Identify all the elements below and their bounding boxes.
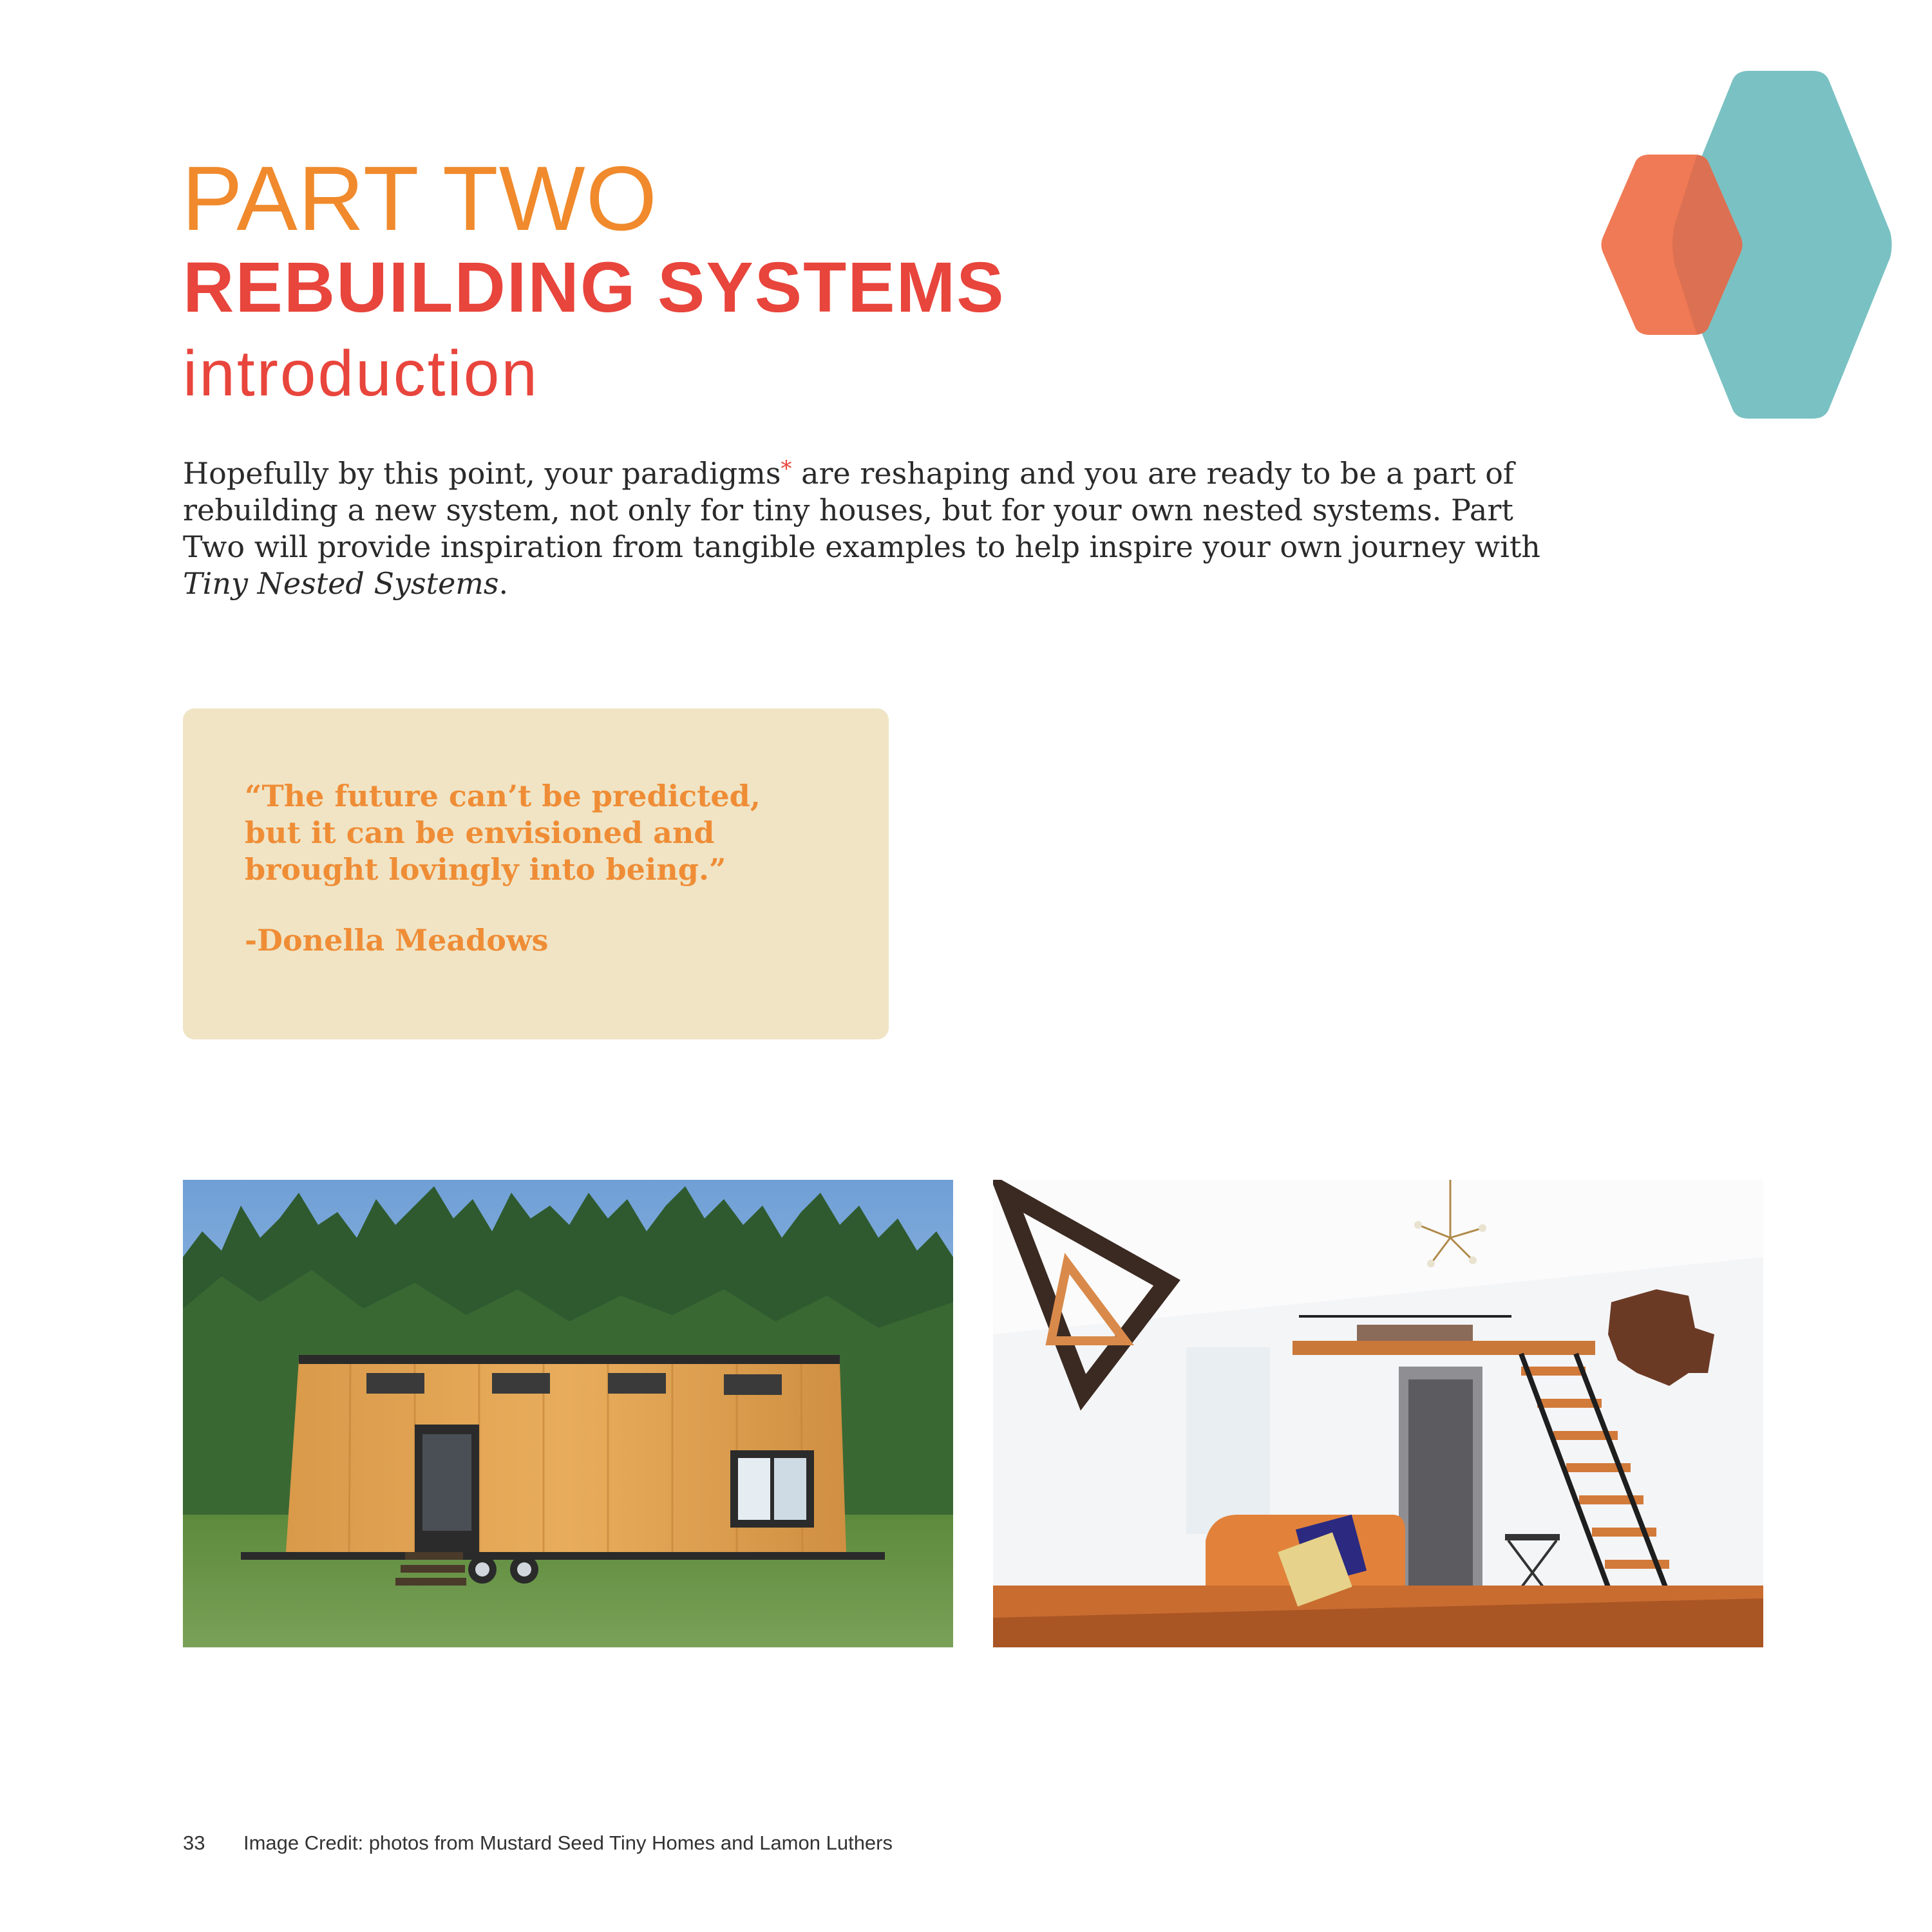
book-title: Tiny Nested Systems — [183, 566, 499, 601]
quote-text: “The future can’t be predicted, but it can be envisioned and brought lovingly into being.” — [245, 779, 761, 887]
tiny-house-exterior-photo — [183, 1180, 953, 1647]
hexagon-decoration-icon — [1591, 71, 1893, 419]
paragraph-end: . — [498, 566, 509, 601]
page-footer — [183, 1832, 893, 1855]
page-number: 33 — [183, 1832, 205, 1854]
footnote-asterisk: * — [781, 456, 792, 482]
intro-paragraph — [183, 451, 1567, 602]
quote-box — [183, 708, 889, 1039]
quote-author: -Donella Meadows — [245, 923, 549, 958]
tiny-house-interior-photo — [993, 1180, 1763, 1647]
paragraph-middle: are reshaping and you are ready to be a part of rebuilding a new system, not only for tiny houses, but for your own nested systems. Part Two will provide inspiration from tangible examples to help inspire your own journey with — [183, 456, 1540, 564]
image-credit: Image Credit: photos from Mustard Seed Tiny Homes and Lamon Luthers — [243, 1832, 893, 1854]
section-subtitle: introduction — [183, 337, 539, 410]
exterior-photo-image — [183, 1180, 953, 1647]
interior-photo-image — [993, 1180, 1763, 1647]
paragraph-start: Hopefully by this point, your paradigms — [183, 456, 781, 491]
section-title: REBUILDING SYSTEMS — [183, 248, 1005, 327]
part-label: PART TWO — [182, 147, 658, 250]
